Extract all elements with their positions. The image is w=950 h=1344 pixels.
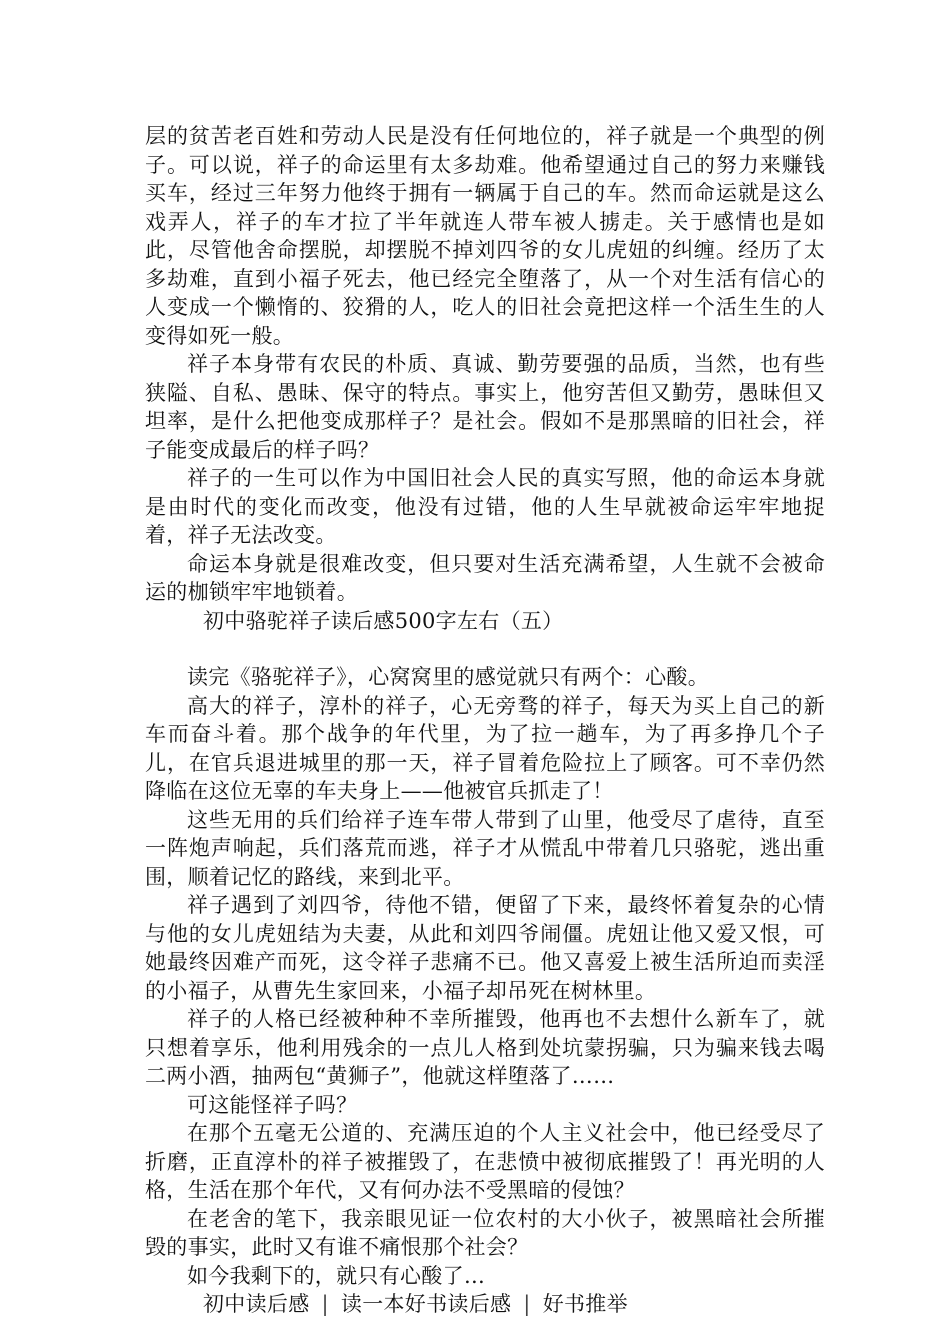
paragraph: 可这能怪祥子吗？: [187, 1092, 358, 1117]
tag-link[interactable]: 读一本好书读后感: [340, 1292, 512, 1316]
paragraph: 祥子遇到了刘四爷，待他不错，便留了下来，最终怀着复杂的心情与他的女儿虎妞结为夫妻，从此和刘四爷闹僵。虎妞让他又爱又恨，可她最终因难产而死，这令祥子悲痛不已。他又喜爱上被生活所迫而卖淫的小福子，从曹先生家回来，小福子却吊死在树林里。: [145, 893, 825, 1003]
tag-link[interactable]: 初中读后感: [203, 1292, 310, 1316]
paragraph: 高大的祥子，淳朴的祥子，心无旁骛的祥子，每天为买上自己的新车而奋斗着。那个战争的年代里，为了拉一趟车，为了再多挣几个子儿，在官兵退进城里的那一天，祥子冒着危险拉上了顾客。可不幸仍然降临在这位无辜的车夫身上——他被官兵抓走了！: [145, 693, 825, 803]
paragraph: 祥子的一生可以作为中国旧社会人民的真实写照，他的命运本身就是由时代的变化而改变，他没有过错，他的人生早就被命运牢牢地捉着，祥子无法改变。: [145, 466, 825, 547]
paragraph: 层的贫苦老百姓和劳动人民是没有任何地位的，祥子就是一个典型的例子。可以说，祥子的命运里有太多劫难。他希望通过自己的努力来赚钱买车，经过三年努力他终于拥有一辆属于自己的车。然而命运就是这么戏弄人，祥子的车才拉了半年就连人带车被人掳走。关于感情也是如此，尽管他舍命摆脱，却摆脱不掉刘四爷的女儿虎妞的纠缠。经历了太多劫难，直到小福子死去，他已经完全堕落了，从一个对生活有信心的人变成一个懒惰的、狡猾的人，吃人的旧社会竟把这样一个活生生的人变得如死一般。: [145, 124, 825, 348]
paragraph: 在老舍的笔下，我亲眼见证一位农村的大小伙子，被黑暗社会所摧毁的事实，此时又有谁不痛恨那个社会？: [145, 1206, 825, 1259]
tag-separator: |: [321, 1292, 329, 1316]
paragraph: 祥子本身带有农民的朴质、真诚、勤劳要强的品质，当然，也有些狭隘、自私、愚昧、保守的特点。事实上，他穷苦但又勤劳，愚昧但又坦率，是什么把他变成那样子？是社会。假如不是那黑暗的旧社会，祥子能变成最后的样子吗？: [145, 352, 825, 462]
paragraph: 读完《骆驼祥子》，心窝窝里的感觉就只有两个：心酸。: [187, 665, 709, 689]
section-2: [145, 663, 825, 1290]
tag-line: [145, 1290, 825, 1319]
paragraph: 如今我剩下的，就只有心酸了…: [187, 1263, 486, 1288]
document-page: [145, 122, 825, 1319]
section-heading: 初中骆驼祥子读后感500字左右（五）: [203, 608, 564, 633]
paragraph: 这些无用的兵们给祥子连车带人带到了山里，他受尽了虐待，直至一阵炮声响起，兵们落荒而逃，祥子才从慌乱中带着几只骆驼，逃出重围，顺着记忆的路线，来到北平。: [145, 807, 825, 889]
tag-separator: |: [523, 1292, 531, 1316]
paragraph: 祥子的人格已经被种种不幸所摧毁，他再也不去想什么新车了，就只想着享乐，他利用残余的一点儿人格到处坑蒙拐骗，只为骗来钱去喝二两小酒，抽两包“黄狮子”，他就这样堕落了……: [145, 1007, 825, 1088]
paragraph: 命运本身就是很难改变，但只要对生活充满希望，人生就不会被命运的枷锁牢牢地锁着。: [145, 551, 825, 604]
section-1: [145, 122, 825, 607]
tag-link[interactable]: 好书推举: [542, 1292, 628, 1316]
paragraph: 在那个五毫无公道的、充满压迫的个人主义社会中，他已经受尽了折磨，正直淳朴的祥子被摧毁了，在悲愤中被彻底摧毁了！再光明的人格，生活在那个年代，又有何办法不受黑暗的侵蚀？: [145, 1121, 825, 1202]
